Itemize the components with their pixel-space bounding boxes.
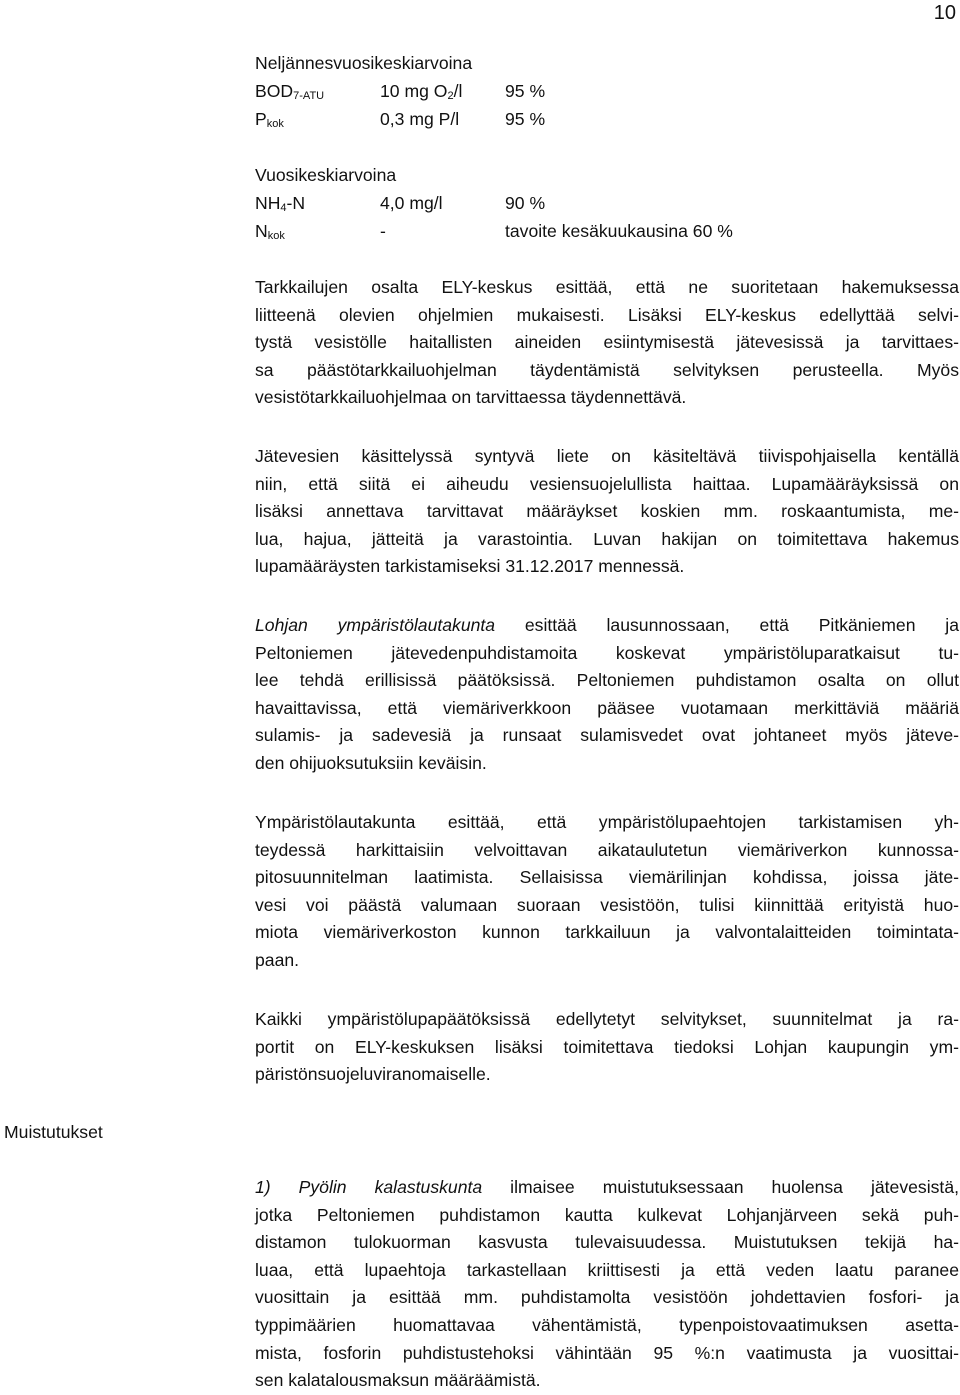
text-line: mista, fosforin puhdistustehoksi vähintään 95 %:n vaatimusta ja vuosittai-	[255, 1342, 959, 1363]
text-line: jotka Peltoniemen puhdistamon kautta kulkevat Lohjanjärveen sekä puh-	[255, 1204, 959, 1225]
param-value: 0,3 mg P/l	[380, 109, 460, 129]
text-line: Ympäristölautakunta esittää, että ympäristölupaehtojen tarkistamisen yh-	[255, 812, 959, 832]
text-line: lisäksi annettava tarvittavat määräykset koskien mm. roskaantumista, me-	[255, 501, 959, 522]
param-requirement: 95 %	[505, 109, 546, 129]
text-line: lupamääräysten tarkistamiseksi 31.12.2017 mennessä.	[255, 556, 685, 577]
text-line: sulamis- ja sadevesiä ja runsaat sulamisvedet ovat johtaneet myös jäteve-	[255, 725, 959, 746]
text-line: miota viemäriverkoston kunnon tarkkailuun ja valvontalaitteiden toimintata-	[255, 922, 959, 943]
text-line: paan.	[255, 949, 300, 970]
text-line: sa päästötarkkailuohjelman täydentämistä selvityksen perusteella. Myös	[255, 359, 959, 380]
param-name: $BOD_{7-ATU}$	[255, 81, 325, 102]
paragraph-monitoring	[255, 274, 959, 412]
text-line: vesistötarkkailuohjelmaa on tarvittaessa täydennettävä.	[255, 387, 687, 408]
objector-name: 1) Pyölin kalastuskunta	[255, 1177, 483, 1197]
text-line: havaittavissa, että viemäriverkkoon pääsee vuotamaan merkittäviä määriä	[255, 697, 959, 718]
text-line: 1) Pyölin kalastuskunta ilmaisee muistutuksessaan huolensa jätevesistä,	[255, 1177, 959, 1197]
paragraph-muistutus	[255, 1174, 959, 1395]
text-line: vesi voi päästä valumaan suoraan vesistöön, tulisi kiinnittää erityistä huo-	[255, 894, 959, 915]
text-line: Lohjan ympäristölautakunta esittää lausunnossaan, että Pitkäniemen ja	[255, 615, 959, 635]
organization-name: Lohjan ympäristölautakunta	[255, 615, 496, 635]
quarterly-heading: Neljännesvuosikeskiarvoina	[255, 53, 473, 73]
param-name: $NH_4-N$	[255, 193, 306, 214]
text-line: Kaikki ympäristölupapäätöksissä edellytetyt selvitykset, suunnitelmat ja ra-	[255, 1009, 959, 1029]
param-value: 4,0 mg/l	[380, 193, 443, 213]
text-line: Jätevesien käsittelyssä syntyvä liete on käsiteltävä tiivispohjaisella kentällä	[255, 446, 959, 466]
param-requirement: tavoite kesäkuukausina 60 %	[505, 221, 733, 241]
param-name: $N_{kok}$	[255, 221, 285, 242]
annual-heading: Vuosikeskiarvoina	[255, 165, 397, 185]
paragraph-sludge	[255, 443, 959, 581]
paragraph-lohja-board	[255, 612, 959, 778]
text-line: sen kalatalousmaksun määräämistä.	[255, 1370, 541, 1391]
text-line: typpimäärien huomattavaa vähentämistä, typenpoistovaatimuksen asetta-	[255, 1314, 959, 1335]
text-line: vuosittain ja esittää mm. puhdistamolta vesistöön johdettavien fosfori- ja	[255, 1287, 959, 1308]
page-number: 10	[933, 2, 956, 24]
text-line: niin, että siitä ei aiheudu vesiensuojelullista haittaa. Lupamääräyksissä on	[255, 473, 959, 494]
limit-row-ntot	[255, 217, 875, 245]
text-line: pitosuunnitelman laatimista. Sellaisissa viemärilinjan kohdissa, joissa jäte-	[255, 867, 959, 888]
text-line: lee tehdä erillisissä päätöksissä. Peltoniemen puhdistamon osalta on ollut	[255, 670, 959, 691]
limit-row-ptot	[255, 105, 875, 133]
text-line: teydessä harkittaisiin velvoittavan aikataulutetun viemäriverkon kunnossa-	[255, 839, 959, 860]
param-requirement: 90 %	[505, 193, 546, 213]
side-heading-muistutukset: Muistutukset	[4, 1122, 103, 1142]
text-line: liitteenä olevien ohjelmien mukaisesti. Lisäksi ELY-keskus edellyttää selvi-	[255, 304, 959, 325]
text-line: lua, hajua, jätteitä ja varastointia. Luvan hakijan on toimitettava hakemus	[255, 528, 959, 549]
annual-limits	[255, 161, 875, 245]
param-requirement: 95 %	[505, 81, 546, 101]
text-line: distamon tulokuorman kasvusta tulevaisuudessa. Muistutuksen tekijä ha-	[255, 1232, 959, 1253]
quarterly-limits	[255, 49, 875, 133]
param-value: 10 mg $O_2/l$	[380, 81, 463, 102]
param-name: $P_{kok}$	[255, 109, 284, 130]
paragraph-reports	[255, 1006, 959, 1089]
text-line: den ohijuoksutuksiin keväisin.	[255, 752, 487, 773]
text-line: päristönsuojeluviranomaiselle.	[255, 1064, 491, 1085]
text-line: Tarkkailujen osalta ELY-keskus esittää, että ne suoritetaan hakemuksessa	[255, 277, 959, 297]
param-value: -	[380, 221, 386, 241]
text-line: Peltoniemen jätevedenpuhdistamoita koskevat ympäristöluparatkaisut tu-	[255, 642, 959, 663]
text-line: portit on ELY-keskuksen lisäksi toimitettava tiedoksi Lohjan kaupungin ym-	[255, 1036, 959, 1057]
text-line: luaa, että lupaehtoja tarkastellaan kriittisesti ja että veden laatu paranee	[255, 1259, 959, 1280]
limit-row-bod	[255, 77, 875, 105]
text-line: tystä vesistölle haitallisten aineiden esiintymisestä jätevesissä ja tarvittaes-	[255, 332, 959, 353]
limit-row-nh4	[255, 189, 875, 217]
paragraph-sewer-plan	[255, 809, 959, 975]
